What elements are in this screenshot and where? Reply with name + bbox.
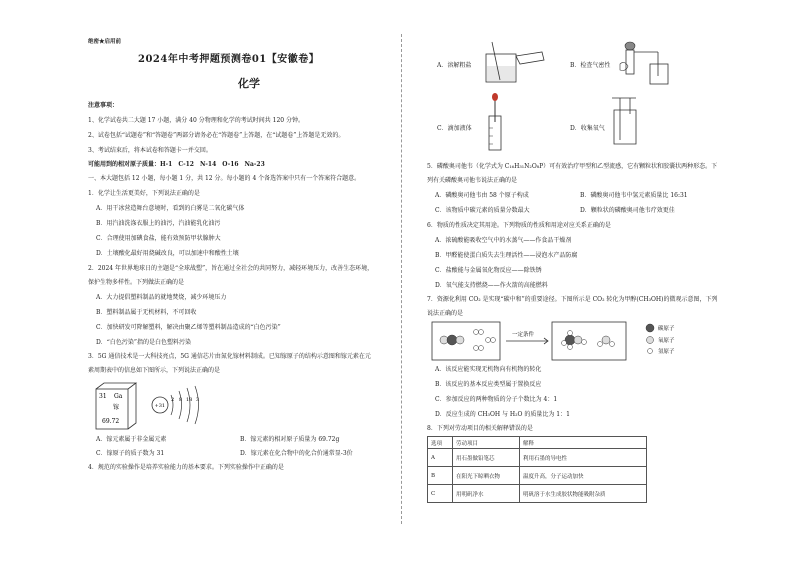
note-1: 1、化学试卷共二大题 17 小题，满分 40 分物理和化学的考试时间共 120 分钟。 — [88, 117, 304, 124]
q2-option-d: D．“白色污染”指的是白色塑料污染 — [96, 339, 191, 346]
table-row — [428, 449, 647, 467]
q4-option-b: B．检查气密性 — [570, 62, 611, 69]
water-molecule — [598, 336, 615, 347]
q8-header-project: 劳动项目 — [453, 437, 520, 449]
q5-option-a: A．磷酸奥司他韦由 58 个原子构成 — [435, 192, 529, 199]
q2-stem-2: 保护生物多样性。下列做法正确的是 — [88, 279, 185, 286]
secret-mark: 绝密★启用前 — [88, 39, 122, 45]
q4-stem: 4．规范的实验操作是培养实验能力的基本要求。下列实验操作中正确的是 — [88, 464, 284, 471]
q1-option-d: D．土壤酸化最好用烧碱改良，可以加速中和酸性土壤 — [96, 250, 239, 257]
q8-table — [427, 436, 647, 503]
element-cell — [96, 383, 136, 429]
q1-option-c: C．合理使用加碘食盐，能有效预防甲状腺肿大 — [96, 235, 221, 242]
q2-option-a: A．大力提倡塑料制品的就地焚烧，减少环境压力 — [96, 294, 227, 301]
gallium-figure — [96, 383, 206, 433]
note-3: 3、考试结束后，将本试卷和答题卡一并交回。 — [88, 147, 212, 154]
q1-option-b: B．用汽油洗涤衣服上的油污，汽油能乳化油污 — [96, 220, 221, 227]
legend-carbon: 碳原子 — [658, 326, 675, 332]
q7-option-a: A．该反应能实现无机物向有机物的转化 — [435, 366, 542, 373]
q3-option-a: A．镓元素属于非金属元素 — [96, 436, 167, 443]
q8-row-b-project: 在阳光下晾晒衣物 — [453, 467, 520, 485]
dropping-figure — [475, 92, 515, 152]
q5-option-c: C．该物质中碳元素的质量分数最大 — [435, 207, 530, 214]
q8-row-c-option: C — [428, 485, 453, 503]
page-title: 2024年中考押题预测卷01【安徽卷】 — [138, 54, 320, 65]
table-row — [428, 485, 647, 503]
atom-structure — [152, 386, 199, 424]
q8-table-header — [428, 437, 647, 449]
notes-heading: 注意事项： — [88, 102, 119, 109]
q8-header-explanation: 解释 — [520, 437, 647, 449]
oxygen-atom-icon — [647, 337, 654, 344]
q6-option-d: D．氧气能支持燃烧——作火箭的高能燃料 — [435, 282, 548, 289]
dissolving-figure — [478, 40, 548, 85]
carbon-atom-icon — [646, 324, 654, 332]
q8-row-c-explanation: 明矾溶于水生成胶状物能吸附杂质 — [520, 485, 647, 503]
legend-hydrogen: 氢原子 — [658, 349, 675, 355]
gas-bottle-icon — [614, 110, 636, 144]
co2-molecule — [440, 335, 464, 345]
q8-row-c-project: 用明矾净水 — [453, 485, 520, 503]
q8-row-b-explanation: 温度升高，分子运动加快 — [520, 467, 647, 485]
reaction-condition: 一定条件 — [512, 332, 535, 338]
atomic-masses: 可能用到的相对原子质量：H-1 C-12 N-14 O-16 Na-23 — [88, 161, 265, 168]
hydrogen-atom-icon — [648, 349, 653, 354]
q3-option-b: B．镓元素的相对原子质量为 69.72g — [240, 436, 340, 443]
q7-stem-2: 说法正确的是 — [427, 310, 464, 317]
q2-option-b: B．塑料制品属于无机材料，不可回收 — [96, 309, 197, 316]
q6-option-a: A．浓硫酸能吸收空气中的水蒸气——作食品干燥剂 — [435, 237, 572, 244]
q7-option-c: C．参加反应的两种物质的分子个数比为 4：1 — [435, 396, 558, 403]
q6-stem: 6．物质的性质决定其用途。下列物质的性质和用途对应关系正确的是 — [427, 222, 611, 229]
column-divider — [401, 34, 402, 524]
co2-methanol-diagram — [430, 320, 640, 364]
rubber-bulb-icon — [625, 42, 635, 50]
q1-option-a: A．用干冰营造舞台意境时，看到的白雾是二氧化碳气体 — [96, 205, 245, 212]
q3-option-d: D．镓元素在化合物中的化合价通常显-3价 — [240, 450, 353, 457]
table-row — [428, 467, 647, 485]
q8-row-a-project: 用石墨做铅笔芯 — [453, 449, 520, 467]
q6-option-b: B．甲醛能使蛋白质失去生理活性——浸泡水产品防腐 — [435, 252, 578, 259]
element-name: 镓 — [113, 404, 120, 411]
q7-option-d: D．反应生成的 CH₃OH 与 H₂O 的质量比为 1：1 — [435, 411, 570, 418]
q8-stem: 8．下列对劳动项目的相关解释错误的是 — [427, 425, 533, 432]
q8-row-a-explanation: 利用石墨的导电性 — [520, 449, 647, 467]
q8-row-b-option: B — [428, 467, 453, 485]
q3-stem-1: 3．5G 通信技术是一大科技亮点，5G 通信芯片由氮化镓材料制成。已知镓原子的结构示意图和镓元素在元 — [88, 353, 371, 360]
q4-option-d: D．收集氧气 — [570, 125, 605, 132]
shell-4: 3 — [196, 397, 200, 403]
q2-option-c: C．加快研发可降解塑料，解决由聚乙烯等塑料制品造成的“白色污染” — [96, 324, 281, 331]
q5-option-b: B．磷酸奥司他韦中氢元素质量比 16:31 — [580, 192, 688, 199]
q2-stem-1: 2．2024 年世界地球日的主题是“全球战塑”，旨在通过全社会的共同努力，减轻环境压力，改善生态环境， — [88, 265, 374, 272]
dropper-bulb-icon — [492, 93, 498, 101]
element-symbol: Ga — [114, 393, 123, 400]
q5-stem-1: 5．磷酸奥司他韦（化学式为 C₁₆H₃₁N₂O₈P）可有效治疗甲型和乙型流感，它有颗粒状和胶囊状两种形态。下 — [427, 163, 718, 170]
element-number: 31 — [99, 393, 107, 400]
q7-stem-1: 7．资源化利用 CO₂ 是实现“碳中和”的重要途径。下图所示是 CO₂ 转化为甲醇(CH₃OH)的微观示意图，下列 — [427, 296, 718, 303]
nucleus-charge: +31 — [154, 403, 166, 409]
q6-option-c: C．盐酸能与金属氧化物反应——除铁锈 — [435, 267, 542, 274]
q3-option-c: C．镓原子的质子数为 31 — [96, 450, 165, 457]
q4-option-c: C．滴加液体 — [437, 125, 472, 132]
q8-header-option: 选项 — [428, 437, 453, 449]
shell-3: 18 — [186, 397, 193, 403]
water-beaker-icon — [650, 64, 668, 84]
note-2: 2、试卷包括“试题卷”和“答题卷”两部分请务必在“答题卷”上答题，在“试题卷”上答题是无效的。 — [88, 132, 345, 139]
hand-icon — [620, 62, 628, 70]
collect-oxygen-figure — [606, 92, 646, 147]
legend-oxygen: 氧原子 — [658, 338, 675, 344]
q3-stem-2: 素周期表中的信息如下图所示，下列说法正确的是 — [88, 367, 221, 374]
q1-stem: 1．化学让生活更美好，下列说法正确的是 — [88, 190, 200, 197]
section1-intro: 一、本大题包括 12 小题，每小题 1 分，共 12 分。每小题的 4 个备选答案中只有一个答案符合题意。 — [88, 175, 361, 182]
atom-legend — [644, 322, 704, 358]
methanol-molecule — [562, 331, 587, 350]
q8-row-a-option: A — [428, 449, 453, 467]
subject-title: 化学 — [238, 77, 260, 90]
shell-1: 2 — [171, 397, 175, 403]
q5-stem-2: 列有关磷酸奥司他韦说法正确的是 — [427, 177, 518, 184]
q5-option-d: D．颗粒状的磷酸奥司他韦疗效更佳 — [580, 207, 675, 214]
measuring-cylinder-icon — [516, 52, 544, 64]
q7-option-b: B．该反应的基本反应类型属于置换反应 — [435, 381, 542, 388]
test-tube-icon — [626, 50, 634, 74]
h2-molecules — [474, 330, 496, 351]
element-mass: 69.72 — [102, 418, 120, 425]
airtight-check-figure — [608, 38, 678, 88]
q4-option-a: A．溶解粗盐 — [437, 62, 472, 69]
shell-2: 8 — [179, 397, 183, 403]
